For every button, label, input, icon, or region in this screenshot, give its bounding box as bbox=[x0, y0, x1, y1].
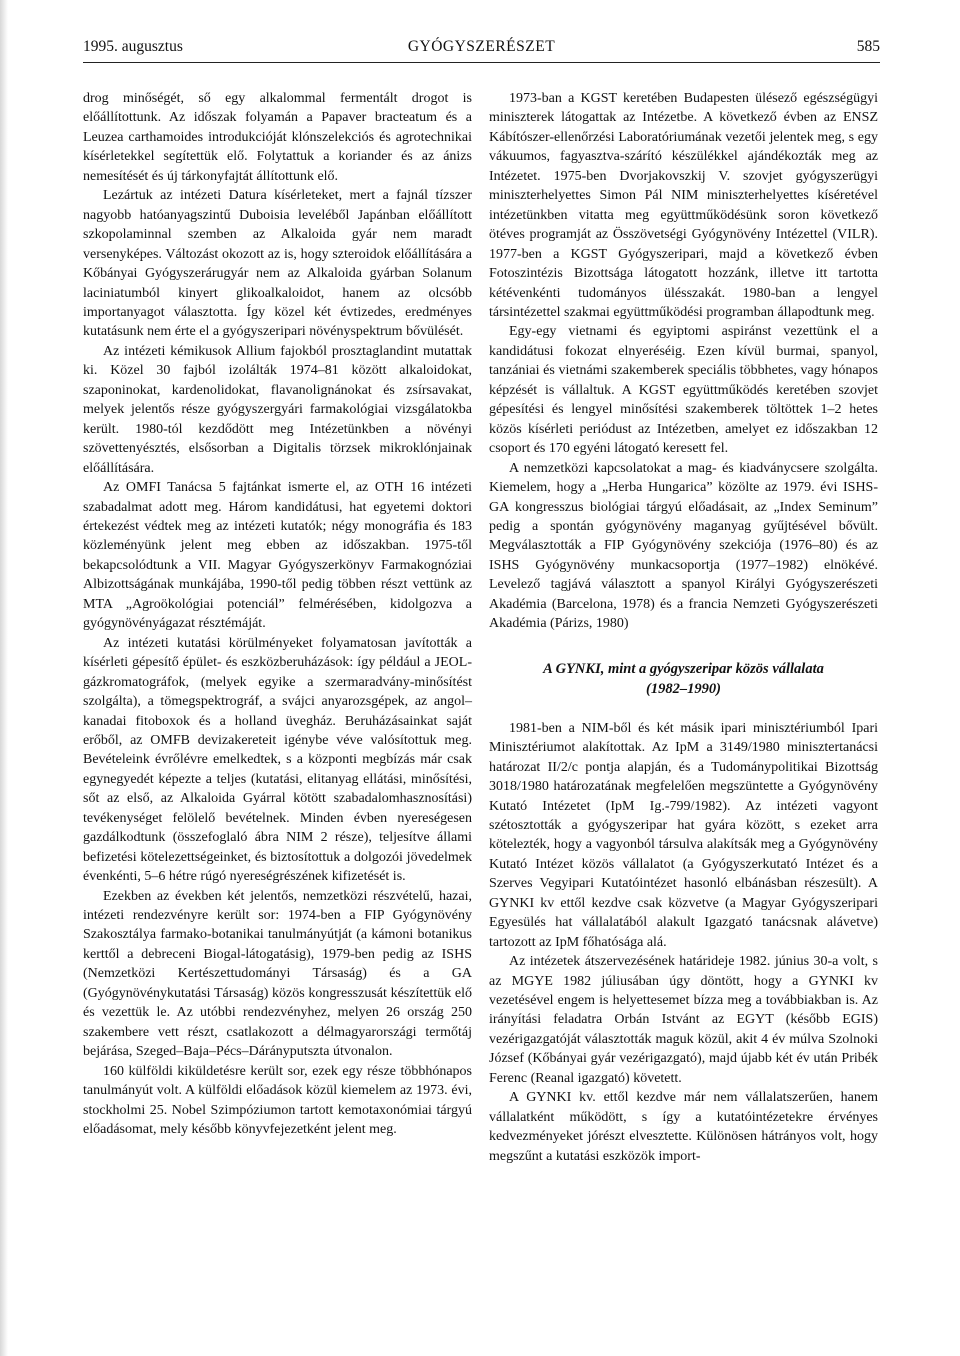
header-journal-title: GYÓGYSZERÉSZET bbox=[407, 38, 556, 55]
paragraph: Az intézeti kémikusok Allium fajokból prosztaglandint mutattak ki. Közel 30 fajból izolálták 1974–81 között alkaloidokat, szaponinokat, kardenolidokat, flavanolignánokat és zsírsavakat, melyek jelentős része gyógyszergyári farmakológiai vizsgálatokba került. 1980-tól kezdődött meg Intézetünkben a növényi szövettenyésztés, elsősorban a Digitalis törzsek mikroklónjainak előállítására. bbox=[83, 343, 472, 476]
section-heading-title: A GYNKI, mint a gyógyszeripar közös vállalata bbox=[543, 660, 824, 677]
paragraph: Lezártuk az intézeti Datura kísérleteket, mert a fajnál tízszer nagyobb hatóanyagszintű Duboisia leveléből Japánban előállított szkopolaminnal szemben az Alkaloida gyár nem maradt versenyképes. Változást okozott az is, hogy szteroidok előállítására a Kőbányai Gyógyszerárugyár nem az Alkaloida gyárban Solanum laciniatumból kinyert glikoalkaloidot, hanem az olcsóbb importanyagot választotta. Így közel két évtizedes, eredményes kutatásunk nem érte el a gyógyszeripari növényspektrum bővülését. bbox=[83, 188, 472, 340]
paragraph: Az intézeti kutatási körülményeket folyamatosan javították a kísérleti gépesítő épület- és eszközberuházások: így például a JEOL-gázkromatográfok, (melyek egyike a szermaradvány-minősítést szolgálta), a tömegspektrográf, a svájci anyarozsgépek, az angol–kanadai fitoboxok és a holland üvegház. Beruházásainkat saját erőből, az OMFB devizakereteit igénybe véve valósítottuk meg. Bevételeink évrőlévre emelkedtek, s a központi megbízás már csak egynegyedét képezte a teljes (kutatási, elitanyag ellátási, minősítési, sőt az első, az Alkaloida Gyárral kötött szabadalomhasznosítási) tevékenységet felölelő bevételnek. Minden évben nyereségesen gazdálkodtunk (összefoglaló ábra NIM 2 része), teljesítve állami befizetési kötelezettségeinket, és biztosítottuk a dolgozói jövedelmek évenkénti, 5–6 hétre rúgó nyereségrészének kifizetését is. bbox=[83, 635, 472, 885]
paragraph: Az OMFI Tanácsa 5 fajtánkat ismerte el, az OTH 16 intézeti szabadalmat adott meg. Három kandidátusi, hat egyetemi doktori értekezést védtek meg az intézeti kutatók; négy monográfia és 183 közleményünk jelent meg ebben az időszakban. 1975-től bekapcsolódtunk a VII. Magyar Gyógyszerkönyv Farmakognóziai Albizottságának munkájába, 1990-től pedig többen részt vettünk az MTA „Agroökológiai potenciál” felmérésében, kidolgozva a gyógynövényágazat résztémáját. bbox=[83, 480, 472, 632]
scan-edge-shadow bbox=[0, 0, 8, 1356]
paragraph: 1973-ban a KGST keretében Budapesten ülésező egészségügyi miniszterek látogattak az Intézetbe. A következő évben az ENSZ Kábítószer-ellenőrzési Laboratóriumának vezetői jelentek meg, s egy vákuumos, fagyasztva-szárító készülékkel ajándékozták meg az Intézetet. 1975-ben Dvorjakovszkij V. szovjet gyógyszerügyi miniszterhelyettes Simon Pál NIM miniszterhelyettes kíséretével intézetünkben vitatta meg együttműködésünk soron következő ötéves programját az Összövetségi Gyógynövény Intézettel (VILR). 1977-ben a KGST Gyógyszeripari, majd a következő évben Fotoszintézis Bizottsága látogatott hozzánk, illetve itt tartotta kétévenkénti tudományos ülésszakát. 1980-ban a lengyel társintézettel szakmai együttműködési programban állapodtunk meg. bbox=[489, 91, 878, 320]
paragraph: 160 külföldi kiküldetésre került sor, ezek egy része többhónapos tanulmányút volt. A külföldi előadások közül kiemelem az 1973. évi, stockholmi 25. Nobel Szimpóziumon tartott kemotaxonómiai tárgyú előadásomat, mely később könyvfejezetként jelent meg. bbox=[83, 1063, 472, 1138]
paragraph: Az intézetek átszervezésének határideje 1982. június 30-a volt, s az MGYE 1982 júliusában úgy döntött, hogy a GYNKI kv vezetésével engem is helyettesemet bízza meg a továbbiakban is. Az irányítási feladatra Orbán Istvánt az EGYT (később EGIS) vezérigazgatóját választották maguk közül, akit 4 év múlva Szolnoki József (Kőbányai gyár vezérigazgató), majd újabb két év után Pribék Ferenc (Reanal igazgató) követett. bbox=[489, 954, 878, 1086]
right-column bbox=[489, 89, 878, 1166]
running-header bbox=[83, 34, 880, 63]
paragraph: A GYNKI kv. ettől kezdve már nem vállalatszerűen, hanem vállalatként működött, s így a kutatóintézetekre érvényes kedvezményeket jórészt elvesztette. Különösen hátrányos volt, hogy megszűnt a kutatási eszközök import- bbox=[489, 1090, 878, 1164]
section-heading bbox=[489, 659, 878, 699]
paragraph: drog minőségét, ső egy alkalommal fermentált drogot is előállítottunk. Az időszak folyamán a Papaver bracteatum és a Leuzea carthamoides introdukcióját klónszelekciós és agrotechnikai kísérletekkel segítettük elő. Folytattuk a koriander és az ánizs nemesítését és új tárkonyfajtát állítottunk elő. bbox=[83, 91, 472, 184]
paragraph: A nemzetközi kapcsolatokat a mag- és kiadványcsere szolgálta. Kiemelem, hogy a „Herba Hungarica” közölte az 1979. évi ISHS-GA kongresszus biológiai tárgyú előadásait, az „Index Seminum” pedig a spontán gyógynövény maganyag gyűjtésével bővült. Megválasztották a FIP Gyógynövény szekciója (1976–80) és az ISHS Gyógynövény munkacsoportja (1977–1982) elnökévé. Levelező tagjává választott a spanyol Királyi Gyógyszerészeti Akadémia (Barcelona, 1978) és a francia Nemzeti Gyógyszerészeti Akadémia (Párizs, 1980) bbox=[489, 460, 878, 632]
header-date: 1995. augusztus bbox=[83, 38, 183, 55]
paragraph: 1981-ben a NIM-ből és két másik ipari minisztériumból Ipari Minisztériumot alakítottak. Az IpM a 3149/1980 minisztertanácsi határozat II/2/c pontja alapján, és a Tudománypolitikai Bizottság 3018/1980 határozatának megfelelően megszüntette a Gyógynövény Kutató Intézetet (IpM Ig.-799/1982). Az intézeti vagyont szétosztották a gyógyszeripar hat gyára között, s ezeket arra kötelezték, hogy a vagyonból társulva alakítsák meg a Gyógynövény Kutató Intézet közös vállalatot (a Gyógyszerkutató Intézet és a Szerves Vegyipari Kutatóintézet hasonló elbánásban részesült). A GYNKI kv ettől kezdve csak közvetve (a Magyar Gyógyszeripari Egyesülés hat vállalatából alakult Igazgató tanácsnak alávetve) tartozott az IpM főhatósága alá. bbox=[489, 720, 878, 950]
left-column bbox=[83, 89, 472, 1139]
paragraph: Ezekben az években két jelentős, nemzetközi részvételű, hazai, intézeti rendezvényre került sor: 1974-ben a FIP Gyógynövény Szakosztálya farmako-botanikai tanulmányútját (a kámoni botanikus kerttől a debreceni Biogal-látogatásig), 1979-ben pedig az ISHS (Nemzetközi Kertészettudományi Társaság) és a GA (Gyógynövénykutatási Társaság) közös kongresszusát készítettük elő és vezettük le. Az utóbbi rendezvényhez, melyen 26 ország 250 szakembere vett részt, csatlakozott a délmagyarországi termőtáj bejárása, Szeged–Baja–Pécs–Dárányputszta útvonalon. bbox=[83, 888, 472, 1060]
paragraph: Egy-egy vietnami és egyiptomi aspiránst vezettünk el a kandidátusi fokozat elnyeréséig. Ezen kívül burmai, spanyol, tanzániai és vietnámi szakemberek speciális többhetes, vagy hónapos képzését is vállaltuk. A KGST együttműködés keretében szovjet gépesítési és lengyel minősítési szakemberek töltöttek 1–2 hetes közös kísérleti periódust az Intézetben, amelyet ez időszakban 12 csoport és 170 egyéni látogató keresett fel. bbox=[489, 324, 878, 457]
header-page-number: 585 bbox=[856, 38, 880, 55]
section-heading-years: (1982–1990) bbox=[646, 680, 721, 697]
